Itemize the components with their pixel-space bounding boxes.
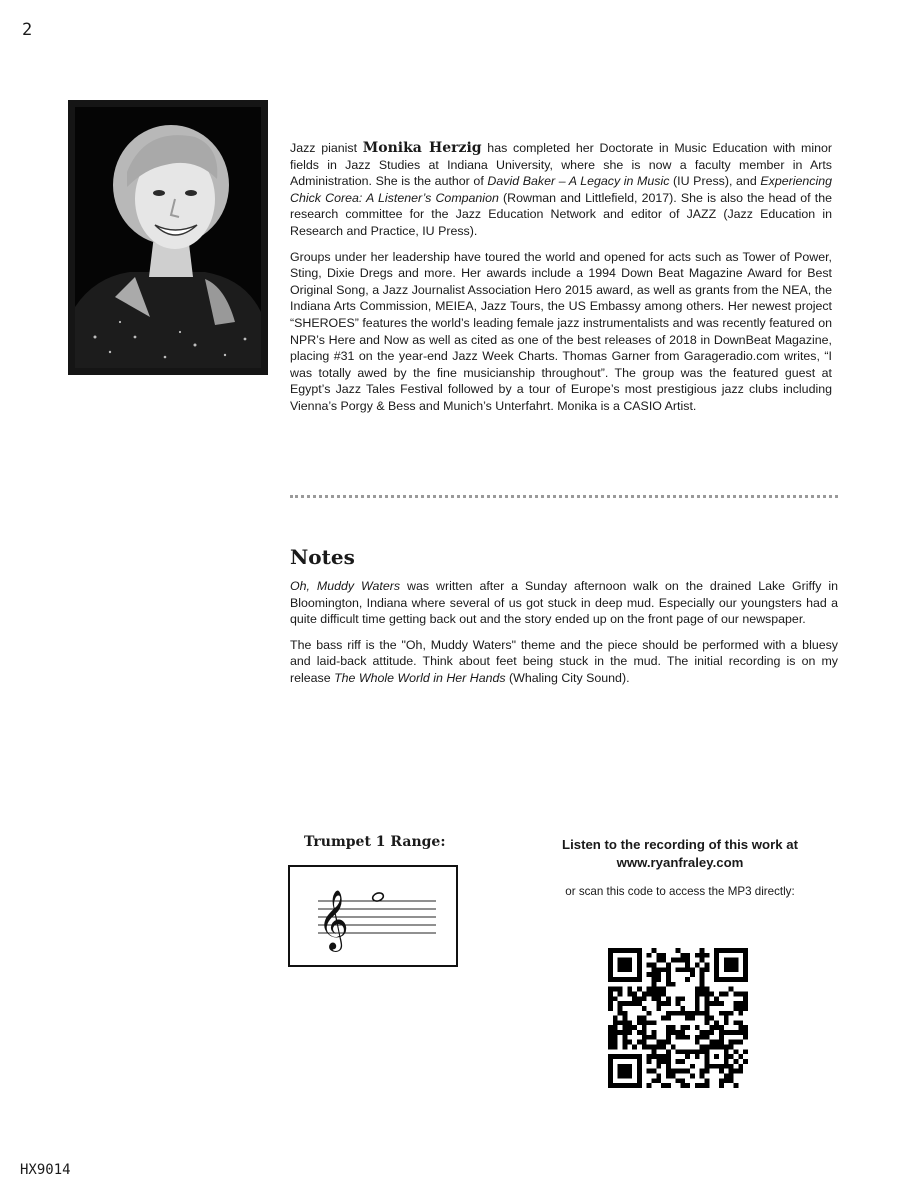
dotted-divider (290, 495, 838, 498)
page-number: 2 (22, 20, 33, 40)
artist-name: Monika Herzig (362, 140, 482, 156)
bio-text-b: (IU Press), and (669, 174, 761, 189)
recording-info (530, 836, 830, 900)
bio-intro: Jazz pianist (290, 141, 363, 155)
bio-text (290, 140, 832, 424)
bio-paragraph-2: Groups under her leadership have toured the world and opened for acts such as Tower of Power, Sting, Dixie Dregs and more. Her awards include a 1994 Down Beat Magazine Award for Best Original Song, a Jazz Journalist Association Hero 2015 award, as well as grants from the NEA, the Indiana Arts Commission, MEIEA, Jazz Tours, the US Embassy among others. Her newest project “SHEROES” features the world’s leading female jazz instrumentalists and was recently featured on NPR’s Here and Now as well as cited as one of the best releases of 2018 in DownBeat Magazine, placing #31 on the year-end Jazz Week Charts. Thomas Garner from Garageradio.com writes, “I was totally awed by the fine musicianship throughout”. The group was the featured guest at Egypt’s Jazz Tales Festival followed by a tour of Europe’s most prestigious jazz clubs including Vienna’s Porgy & Bess and Munich’s Unterfahrt. Monika is a CASIO Artist. (290, 249, 832, 413)
piece-title: Oh, Muddy Waters (290, 579, 401, 593)
range-label: Trumpet 1 Range: (304, 834, 446, 850)
qr-code-icon[interactable] (608, 948, 748, 1088)
footer-code: HX9014 (20, 1162, 71, 1178)
notes-text-1: was written after a Sunday afternoon walk on the drained Lake Griffy in Bloomington, Indiana where several of us got stuck in deep mud. Especially our youngsters had a quite difficult time getting back out and the story ended up on the front page of our newspaper. (290, 579, 838, 627)
scan-text: or scan this code to access the MP3 directly: (565, 885, 795, 898)
svg-text:𝄞: 𝄞 (318, 890, 349, 950)
notes-paragraph-1 (290, 578, 838, 628)
bio-text-a: has completed her Doctorate in Music Education with minor fields in Jazz Studies at Indiana University, where she is now a faculty member in Arts Administration. She is the author of (290, 141, 832, 189)
book-title-2: Experiencing Chick Corea: A Listener’s Companion (290, 174, 832, 205)
portrait-illustration (75, 107, 261, 368)
album-title: The Whole World in Her Hands (334, 670, 506, 685)
notes-text (290, 578, 838, 696)
book-title-1: David Baker – A Legacy in Music (487, 174, 670, 189)
notes-text-2b: (Whaling City Sound). (505, 670, 630, 685)
portrait-photo (68, 100, 268, 375)
bio-text-c: (Rowman and Littlefield, 2017). She is also the head of the research committee for the Jazz Education Network and editor of JAZZ (Jazz Education in Research and Practice, IU Press). (290, 190, 833, 238)
treble-clef-staff-icon (290, 867, 456, 965)
notes-text-2a: The bass riff is the "Oh, Muddy Waters" theme and the piece should be performed with a bluesy and laid-back attitude. Think about feet being stuck in the mud. The initial recording is on my release (290, 637, 838, 685)
listen-text: Listen to the recording of this work at www.ryanfraley.com (562, 837, 798, 870)
notes-heading: Notes (290, 545, 355, 569)
bio-paragraph-1 (290, 140, 832, 240)
notes-paragraph-2 (290, 637, 838, 687)
range-box (288, 865, 458, 967)
